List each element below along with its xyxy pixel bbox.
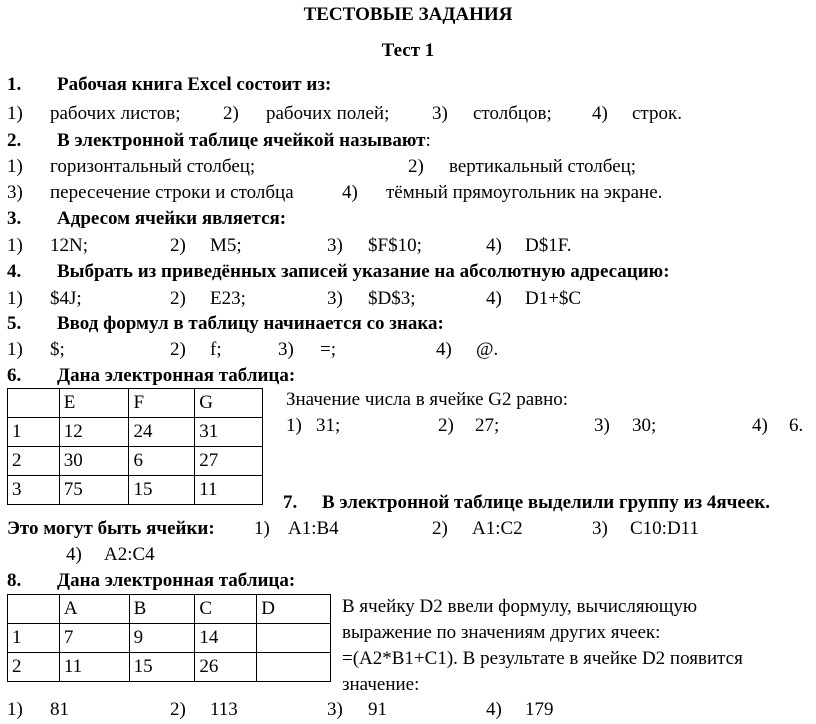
q7-answer-3: C10:D11 xyxy=(630,518,699,539)
table-cell: 3 xyxy=(8,476,60,505)
q4-answer-4: D1+$C xyxy=(525,288,582,309)
q7-number: 7. xyxy=(283,492,298,513)
q5-answer-2: f; xyxy=(210,339,222,360)
q4-answer-1: $4J; xyxy=(50,288,82,309)
q4-answer-3-num: 3) xyxy=(327,288,343,309)
q7-answer-1: A1:B4 xyxy=(288,518,339,539)
q1-number: 1. xyxy=(7,74,22,95)
q5-answer-2-num: 2) xyxy=(170,339,186,360)
table-cell: 1 xyxy=(8,624,60,653)
q5-answer-4: @. xyxy=(476,339,499,360)
table-cell: A xyxy=(59,595,129,624)
table-cell: 7 xyxy=(59,624,129,653)
table-row xyxy=(8,595,331,624)
q1-text: Рабочая книга Excel состоит из: xyxy=(57,74,332,95)
table-cell xyxy=(8,389,60,418)
table-row xyxy=(8,653,331,682)
table-cell: D xyxy=(257,595,331,624)
q8-desc-line-3: =(A2*B1+C1). В результате в ячейке D2 появится xyxy=(342,648,743,669)
table-cell: C xyxy=(195,595,257,624)
q4-answer-4-num: 4) xyxy=(486,288,502,309)
q3-answer-1-num: 1) xyxy=(7,235,23,256)
table-cell: 30 xyxy=(59,447,129,476)
table-cell: 31 xyxy=(195,418,263,447)
table-row xyxy=(8,389,263,418)
q6-table xyxy=(7,388,263,505)
q5-answer-1-num: 1) xyxy=(7,339,23,360)
q8-number: 8. xyxy=(7,570,22,591)
q2-colon: : xyxy=(425,130,431,151)
q8-desc-line-2: выражение по значениям других ячеек: xyxy=(342,622,661,643)
q5-answer-4-num: 4) xyxy=(436,339,452,360)
q6-answer-3-num: 3) xyxy=(594,415,610,436)
q7-text: В электронной таблице выделили группу из 4ячеек. xyxy=(322,492,770,513)
table-row xyxy=(8,418,263,447)
q5-number: 5. xyxy=(7,313,22,334)
table-cell: 24 xyxy=(129,418,195,447)
q3-answer-2: M5; xyxy=(210,235,242,256)
q8-answer-1-num: 1) xyxy=(7,699,23,720)
q7-answer-4-num: 4) xyxy=(66,544,82,565)
q7-answer-1-num: 1) xyxy=(254,518,270,539)
q6-answer-4-num: 4) xyxy=(752,415,768,436)
q2-answer-2-num: 2) xyxy=(408,156,424,177)
q1-answer-3-num: 3) xyxy=(432,103,448,124)
table-cell: F xyxy=(129,389,195,418)
q6-answer-1: 31; xyxy=(316,415,341,436)
q3-answer-3: $F$10; xyxy=(368,235,422,256)
q5-text: Ввод формул в таблицу начинается со знака: xyxy=(57,313,444,334)
q4-number: 4. xyxy=(7,261,22,282)
table-cell: 15 xyxy=(129,476,195,505)
q7-answer-2-num: 2) xyxy=(432,518,448,539)
table-cell: 27 xyxy=(195,447,263,476)
q8-answer-3: 91 xyxy=(368,699,387,720)
table-cell: 15 xyxy=(129,653,195,682)
q3-answer-4-num: 4) xyxy=(486,235,502,256)
q3-answer-4: D$1F. xyxy=(525,235,572,256)
table-cell: B xyxy=(129,595,195,624)
q2-answer-1: горизонтальный столбец; xyxy=(50,156,256,177)
q2-answer-2: вертикальный столбец; xyxy=(449,156,637,177)
table-row xyxy=(8,624,331,653)
q4-answer-1-num: 1) xyxy=(7,288,23,309)
table-cell xyxy=(8,595,60,624)
q3-answer-3-num: 3) xyxy=(327,235,343,256)
document-title: ТЕСТОВЫЕ ЗАДАНИЯ xyxy=(303,4,513,25)
q2-text-line xyxy=(57,130,431,152)
q3-number: 3. xyxy=(7,208,22,229)
q6-answer-4: 6. xyxy=(789,415,804,436)
q1-answer-2: рабочих полей; xyxy=(266,103,390,124)
q8-answer-1: 81 xyxy=(50,699,69,720)
table-cell: 1 xyxy=(8,418,60,447)
table-cell: 9 xyxy=(129,624,195,653)
table-cell: 12 xyxy=(59,418,129,447)
q8-answer-2: 113 xyxy=(210,699,238,720)
q1-answer-2-num: 2) xyxy=(223,103,239,124)
table-cell: 11 xyxy=(59,653,129,682)
q3-answer-1: 12N; xyxy=(50,235,88,256)
q6-answer-2-num: 2) xyxy=(438,415,454,436)
q7-answer-3-num: 3) xyxy=(592,518,608,539)
q1-answer-3: столбцов; xyxy=(473,103,552,124)
table-cell: 2 xyxy=(8,653,60,682)
q8-answer-3-num: 3) xyxy=(327,699,343,720)
q6-answer-1-num: 1) xyxy=(286,415,302,436)
q3-answer-2-num: 2) xyxy=(170,235,186,256)
table-cell: 2 xyxy=(8,447,60,476)
q1-answer-4-num: 4) xyxy=(592,103,608,124)
q6-question: Значение числа в ячейке G2 равно: xyxy=(286,389,569,410)
q6-text: Дана электронная таблица: xyxy=(57,365,296,386)
q6-number: 6. xyxy=(7,365,22,386)
q2-answer-4: тёмный прямоугольник на экране. xyxy=(386,182,663,203)
q5-answer-3-num: 3) xyxy=(278,339,294,360)
table-cell: E xyxy=(59,389,129,418)
q4-answer-2-num: 2) xyxy=(170,288,186,309)
q2-answer-4-num: 4) xyxy=(342,182,358,203)
q1-answer-4: строк. xyxy=(632,103,682,124)
q8-answer-2-num: 2) xyxy=(170,699,186,720)
q4-answer-2: E23; xyxy=(210,288,246,309)
q8-desc-line-4: значение: xyxy=(342,674,420,695)
table-cell: 11 xyxy=(195,476,263,505)
q1-answer-1-num: 1) xyxy=(7,103,23,124)
q8-text: Дана электронная таблица: xyxy=(57,570,296,591)
q6-answer-3: 30; xyxy=(632,415,657,436)
table-cell: 26 xyxy=(195,653,257,682)
q7-answer-2: A1:C2 xyxy=(472,518,523,539)
q5-answer-1: $; xyxy=(50,339,65,360)
q5-answer-3: =; xyxy=(320,339,336,360)
q4-text: Выбрать из приведённых записей указание на абсолютную адресацию: xyxy=(57,261,670,282)
q6-answer-2: 27; xyxy=(475,415,500,436)
q8-answer-4: 179 xyxy=(525,699,554,720)
q1-answer-1: рабочих листов; xyxy=(50,103,181,124)
q2-answer-3-num: 3) xyxy=(7,182,23,203)
q2-number: 2. xyxy=(7,130,22,151)
table-cell xyxy=(257,653,331,682)
q7-text-continued: Это могут быть ячейки: xyxy=(7,518,215,539)
test-subtitle: Тест 1 xyxy=(381,40,435,61)
q8-table xyxy=(7,594,331,682)
table-row xyxy=(8,447,263,476)
table-row xyxy=(8,476,263,505)
table-cell: 14 xyxy=(195,624,257,653)
q7-answer-4: A2:C4 xyxy=(104,544,155,565)
table-cell: 75 xyxy=(59,476,129,505)
q8-answer-4-num: 4) xyxy=(486,699,502,720)
table-cell: 6 xyxy=(129,447,195,476)
q2-answer-1-num: 1) xyxy=(7,156,23,177)
q3-text: Адресом ячейки является: xyxy=(57,208,287,229)
table-cell xyxy=(257,624,331,653)
table-cell: G xyxy=(195,389,263,418)
q2-text: В электронной таблице ячейкой называют xyxy=(57,130,426,151)
q2-answer-3: пересечение строки и столбца xyxy=(50,182,294,203)
q8-desc-line-1: В ячейку D2 ввели формулу, вычисляющую xyxy=(342,596,698,617)
q4-answer-3: $D$3; xyxy=(368,288,416,309)
